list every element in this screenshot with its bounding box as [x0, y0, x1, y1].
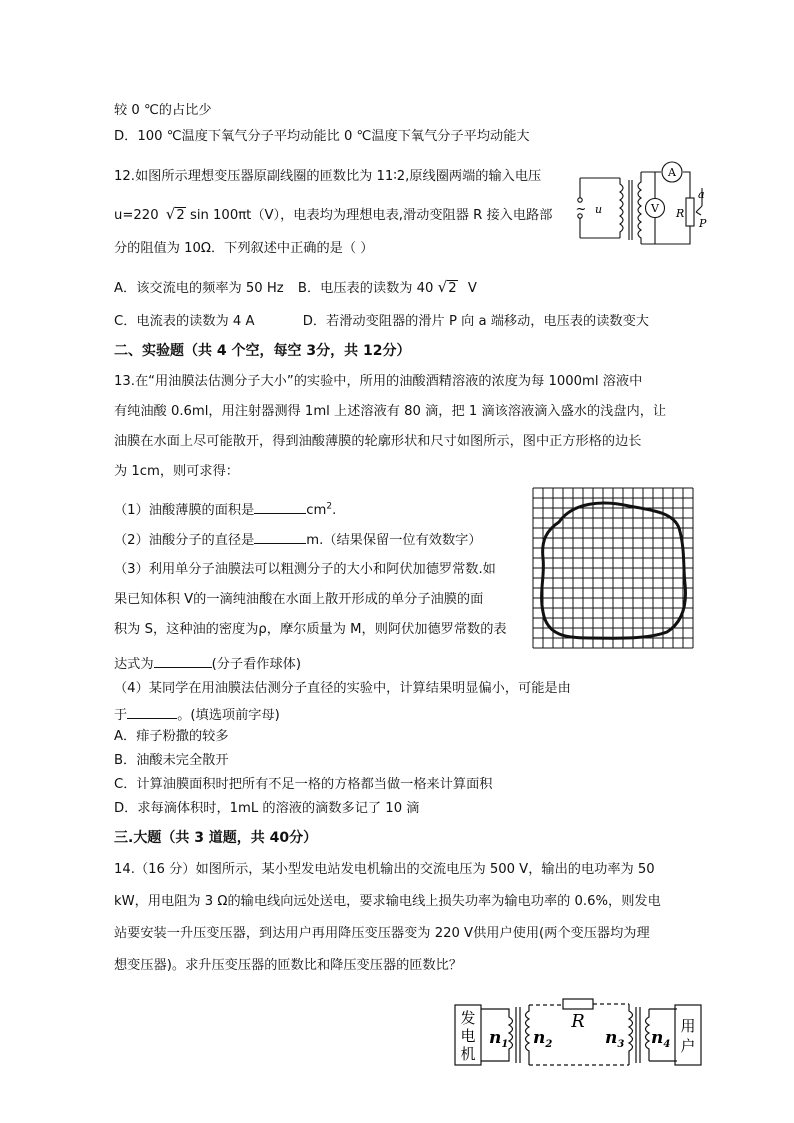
q12-option-b-text: B．电压表的读数为 40 [297, 281, 434, 296]
user-char2: 户 [680, 1037, 696, 1055]
q13-part1-period: . [332, 503, 337, 518]
q13-stem-line2: 有纯油酸 0.6ml，用注射器测得 1ml 上述溶液有 80 滴，把 1 滴该溶液滴入盛水的浅盘内，让 [114, 404, 667, 419]
section3-heading: 三.大题（共 3 道题，共 40分） [114, 830, 318, 846]
q13-part2-blank [254, 529, 306, 544]
q13-part2-tail: m.（结果保留一位有效数字） [306, 533, 482, 548]
q12-option-b [297, 278, 477, 296]
q13-part3-line3: 积为 S，这种油的密度为ρ，摩尔质量为 M，则阿伏加德罗常数的表 [114, 622, 507, 637]
q11-line1: 较 0 ℃的占比少 [114, 103, 212, 118]
section2-heading: 二、实验题（共 4 个空，每空 3分，共 12分） [114, 343, 411, 359]
q13-part1-unit-exp: 2 [326, 501, 333, 512]
q12-stem-line2 [114, 205, 552, 225]
sqrt-symbol: √ [165, 205, 176, 223]
q13-part2-text: （2）油酸分子的直径是 [114, 533, 255, 548]
n3-subscript: 3 [617, 1039, 625, 1050]
n3-label [605, 1028, 624, 1050]
q13-part3-blank [154, 653, 212, 668]
sqrt-radicand: 2 [448, 281, 457, 296]
q12-transformer-circuit-figure [570, 160, 720, 250]
power-transmission-figure [453, 995, 703, 1075]
source-label: u [595, 203, 603, 216]
source-tilde: ~ [575, 202, 587, 217]
q13-part1 [114, 499, 336, 520]
q13-stem-line4: 为 1cm，则可求得： [114, 464, 239, 479]
q14-stem-line3: 站要安装一升压变压器，到达用户再用降压变压器变为 220 V供用户使用(两个变压器均为理 [114, 926, 650, 941]
q13-part3-line1: （3）利用单分子油膜法可以粗测分子的大小和阿伏加德罗常数.如 [114, 562, 496, 577]
n1-symbol: n [489, 1028, 502, 1048]
slider-p-label: P [699, 217, 707, 230]
n4-symbol: n [651, 1028, 664, 1048]
generator-char1: 发 [460, 1009, 476, 1027]
n4-subscript: 4 [663, 1039, 671, 1050]
n2-subscript: 2 [545, 1039, 553, 1050]
q13-stem-line3: 油膜在水面上尽可能散开，得到油酸薄膜的轮廓形状和尺寸如图所示，图中正方形格的边长 [114, 434, 642, 449]
q14-stem-line2: kW，用电阻为 3 Ω的输电线向远处送电，要求输电线上损失功率为输电功率的 0.6%，则发电 [114, 894, 661, 909]
q12-voltage-prefix: u=220 [114, 208, 159, 223]
q13-option-d: D．求每滴体积时，1mL 的溶液的滴数多记了 10 滴 [114, 801, 420, 816]
n1-subscript: 1 [501, 1039, 509, 1050]
grid-lines [533, 488, 693, 648]
generator-char3: 机 [460, 1045, 476, 1063]
sqrt-radicand: 2 [176, 208, 185, 223]
q13-part2 [114, 529, 482, 550]
oil-film-grid-figure [533, 488, 693, 648]
n4-label [651, 1028, 670, 1050]
q12-option-a: A．该交流电的频率为 50 Hz [114, 281, 284, 296]
q12-option-c: C．电流表的读数为 4 A [114, 314, 255, 329]
q13-option-b: B．油酸未完全散开 [114, 753, 229, 768]
q13-part1-blank [254, 499, 306, 514]
q14-stem-line4: 想变压器)。求升压变压器的匝数比和降压变压器的匝数比？ [114, 958, 463, 973]
q12-voltage-rest: sin 100πt（V），电表均为理想电表,滑动变阻器 R 接入电路部 [189, 208, 553, 223]
q13-part4-blank [127, 704, 177, 719]
voltmeter-label: V [651, 202, 659, 215]
q12-options-ab [114, 278, 477, 298]
q12-options-cd [114, 313, 649, 331]
ammeter-label: A [668, 166, 676, 179]
q13-part3-line4 [114, 653, 301, 674]
q13-part3-line2: 果已知体积 V的一滴纯油酸在水面上散开形成的单分子油膜的面 [114, 592, 484, 607]
q13-part4-text: 于 [114, 708, 128, 723]
q13-part4-line1: （4）某同学在用油膜法估测分子直径的实验中，计算结果明显偏小，可能是由 [114, 681, 571, 696]
q13-option-a: A．痱子粉撒的较多 [114, 729, 229, 744]
generator-char2: 电 [460, 1027, 476, 1045]
q13-part3-tail: (分子看作球体) [211, 657, 301, 672]
q13-part1-text: （1）油酸薄膜的面积是 [114, 503, 255, 518]
q13-part4-line2 [114, 704, 280, 725]
user-char1: 用 [680, 1017, 696, 1035]
resistor-label: R [676, 207, 685, 220]
q13-part4-tail: 。(填选项前字母) [177, 708, 280, 723]
n1-label [489, 1028, 508, 1050]
q14-stem-line1: 14.（16 分）如图所示，某小型发电站发电机输出的交流电压为 500 V，输出的电功率为 50 [114, 862, 655, 877]
n2-label [533, 1028, 552, 1050]
q12-stem-line3: 分的阻值为 10Ω．下列叙述中正确的是（ ） [114, 241, 374, 256]
terminal-a-label: a [698, 188, 705, 201]
q13-stem-line1: 13.在“用油膜法估测分子大小”的实验中，所用的油酸酒精溶液的浓度为每 1000ml 溶液中 [114, 374, 643, 389]
q13-option-c: C．计算油膜面积时把所有不足一格的方格都当做一格来计算面积 [114, 777, 493, 792]
q13-part1-unit: cm [306, 503, 327, 518]
n3-symbol: n [605, 1028, 618, 1048]
sqrt-symbol: √ [437, 278, 448, 296]
q13-part3-text: 达式为 [114, 657, 154, 672]
n2-symbol: n [533, 1028, 546, 1048]
q11-option-d: D．100 ℃温度下氧气分子平均动能比 0 ℃温度下氧气分子平均动能大 [114, 129, 530, 144]
q12-stem-line1: 12.如图所示理想变压器原副线圈的匝数比为 11∶2,原线圈两端的输入电压 [114, 169, 542, 184]
line-resistor-label: R [571, 1011, 585, 1032]
q12-option-d: D．若滑动变阻器的滑片 P 向 a 端移动，电压表的读数变大 [302, 314, 649, 329]
q12-option-b-unit: V [467, 281, 477, 296]
